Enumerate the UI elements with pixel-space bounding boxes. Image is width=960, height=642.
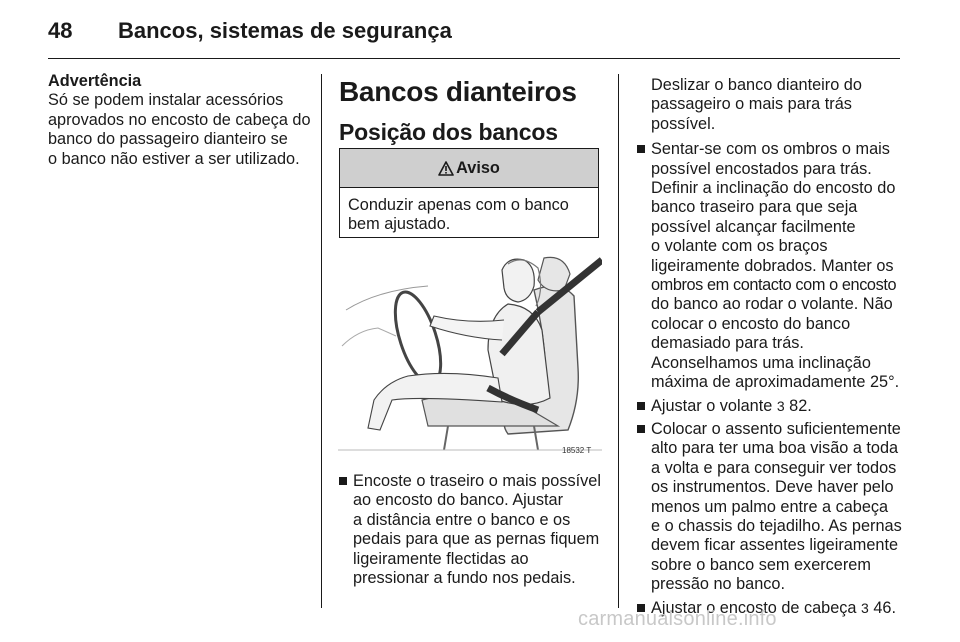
text-line: o volante com os braços bbox=[651, 237, 828, 256]
bullet-square-icon bbox=[637, 402, 645, 410]
advertencia-text bbox=[48, 91, 314, 169]
page-reference-icon: 3 bbox=[861, 599, 869, 616]
bullet-square-icon bbox=[339, 477, 347, 485]
text-line: possível. bbox=[651, 114, 716, 133]
text-line: passageiro o mais para trás bbox=[651, 95, 852, 114]
column-right bbox=[637, 76, 909, 622]
text-line: Deslizar o banco dianteiro do bbox=[651, 76, 862, 94]
list-item bbox=[637, 140, 909, 392]
text-line: ombros em contacto com o encosto bbox=[651, 276, 897, 295]
text-line: ligeiramente flectidas ao bbox=[353, 549, 529, 568]
text-line: os instrumentos. Deve haver pelo bbox=[651, 478, 894, 497]
aviso-body bbox=[340, 188, 598, 235]
text-line: Sentar-se com os ombros o mais bbox=[651, 140, 890, 159]
text-line: máxima de aproximadamente 25°. bbox=[651, 373, 900, 392]
column-middle bbox=[339, 72, 604, 146]
text-line: possível encostados para trás. bbox=[651, 159, 872, 178]
page-reference[interactable]: 82. bbox=[789, 396, 812, 415]
text-line: devem ficar assentes ligeiramente bbox=[651, 536, 899, 555]
subsection-heading: Posição dos bancos bbox=[339, 119, 558, 145]
text-line: Aconselhamos uma inclinação bbox=[651, 353, 871, 372]
bullet-list-middle bbox=[339, 472, 604, 592]
text-line: demasiado para trás. bbox=[651, 334, 804, 353]
text-line: o banco não estiver a ser utilizado. bbox=[48, 149, 300, 168]
list-item-text: Ajustar o encosto de cabeça bbox=[651, 598, 857, 617]
text-line: bem ajustado. bbox=[348, 215, 451, 234]
column-divider-left bbox=[321, 74, 322, 608]
list-item-text: Ajustar o volante bbox=[651, 396, 773, 415]
advertencia-title: Advertência bbox=[48, 72, 142, 90]
text-line: a distância entre o banco e os bbox=[353, 510, 571, 529]
page-header bbox=[0, 0, 960, 62]
watermark: carmanualsonline.info bbox=[578, 608, 777, 630]
warning-triangle-icon bbox=[438, 161, 454, 176]
list-item bbox=[637, 397, 909, 416]
column-divider-right bbox=[618, 74, 619, 608]
intro-paragraph bbox=[637, 76, 909, 134]
text-line: pressão no banco. bbox=[651, 575, 785, 594]
bullet-square-icon bbox=[637, 145, 645, 153]
text-line: Só se podem instalar acessórios bbox=[48, 91, 284, 110]
column-left bbox=[48, 72, 314, 169]
text-line: colocar o encosto do banco bbox=[651, 314, 851, 333]
page-reference-icon: 3 bbox=[776, 397, 785, 414]
text-line: ligeiramente dobrados. Manter os bbox=[651, 256, 894, 275]
text-line: sobre o banco sem exercerem bbox=[651, 555, 871, 574]
text-line: pressionar a fundo nos pedais. bbox=[353, 569, 576, 588]
illustration-code: 18532 T bbox=[562, 446, 592, 455]
page-number: 48 bbox=[48, 18, 73, 43]
text-line: a volta e para conseguir ver todos bbox=[651, 458, 897, 477]
list-item bbox=[339, 472, 604, 588]
text-line: Colocar o assento suficientemente bbox=[651, 419, 901, 438]
text-line: possível alcançar facilmente bbox=[651, 217, 856, 236]
text-line: Definir a inclinação do encosto do bbox=[651, 179, 896, 198]
text-line: menos um palmo entre a cabeça bbox=[651, 497, 889, 516]
text-line: pedais para que as pernas fiquem bbox=[353, 530, 600, 549]
text-line: banco traseiro para que seja bbox=[651, 198, 858, 217]
aviso-box bbox=[339, 148, 599, 238]
page-title: Bancos, sistemas de segurança bbox=[118, 18, 452, 43]
header-divider bbox=[48, 58, 900, 59]
bullet-square-icon bbox=[637, 425, 645, 433]
list-item bbox=[637, 420, 909, 595]
text-line: ao encosto do banco. Ajustar bbox=[353, 491, 563, 510]
text-line: Encoste o traseiro o mais possível bbox=[353, 472, 601, 490]
text-line: Conduzir apenas com o banco bbox=[348, 196, 569, 214]
text-line: alto para ter uma boa visão a toda bbox=[651, 439, 899, 458]
section-heading: Bancos dianteiros bbox=[339, 76, 577, 107]
text-line: do banco ao rodar o volante. Não bbox=[651, 295, 893, 314]
aviso-header bbox=[340, 149, 598, 188]
page-reference[interactable]: 46. bbox=[873, 598, 896, 617]
text-line: banco do passageiro dianteiro se bbox=[48, 130, 288, 149]
text-line: e o chassis do tejadilho. As pernas bbox=[651, 516, 902, 535]
aviso-label: Aviso bbox=[456, 158, 500, 177]
text-line: aprovados no encosto de cabeça do bbox=[48, 110, 311, 129]
seat-position-illustration bbox=[338, 250, 602, 460]
